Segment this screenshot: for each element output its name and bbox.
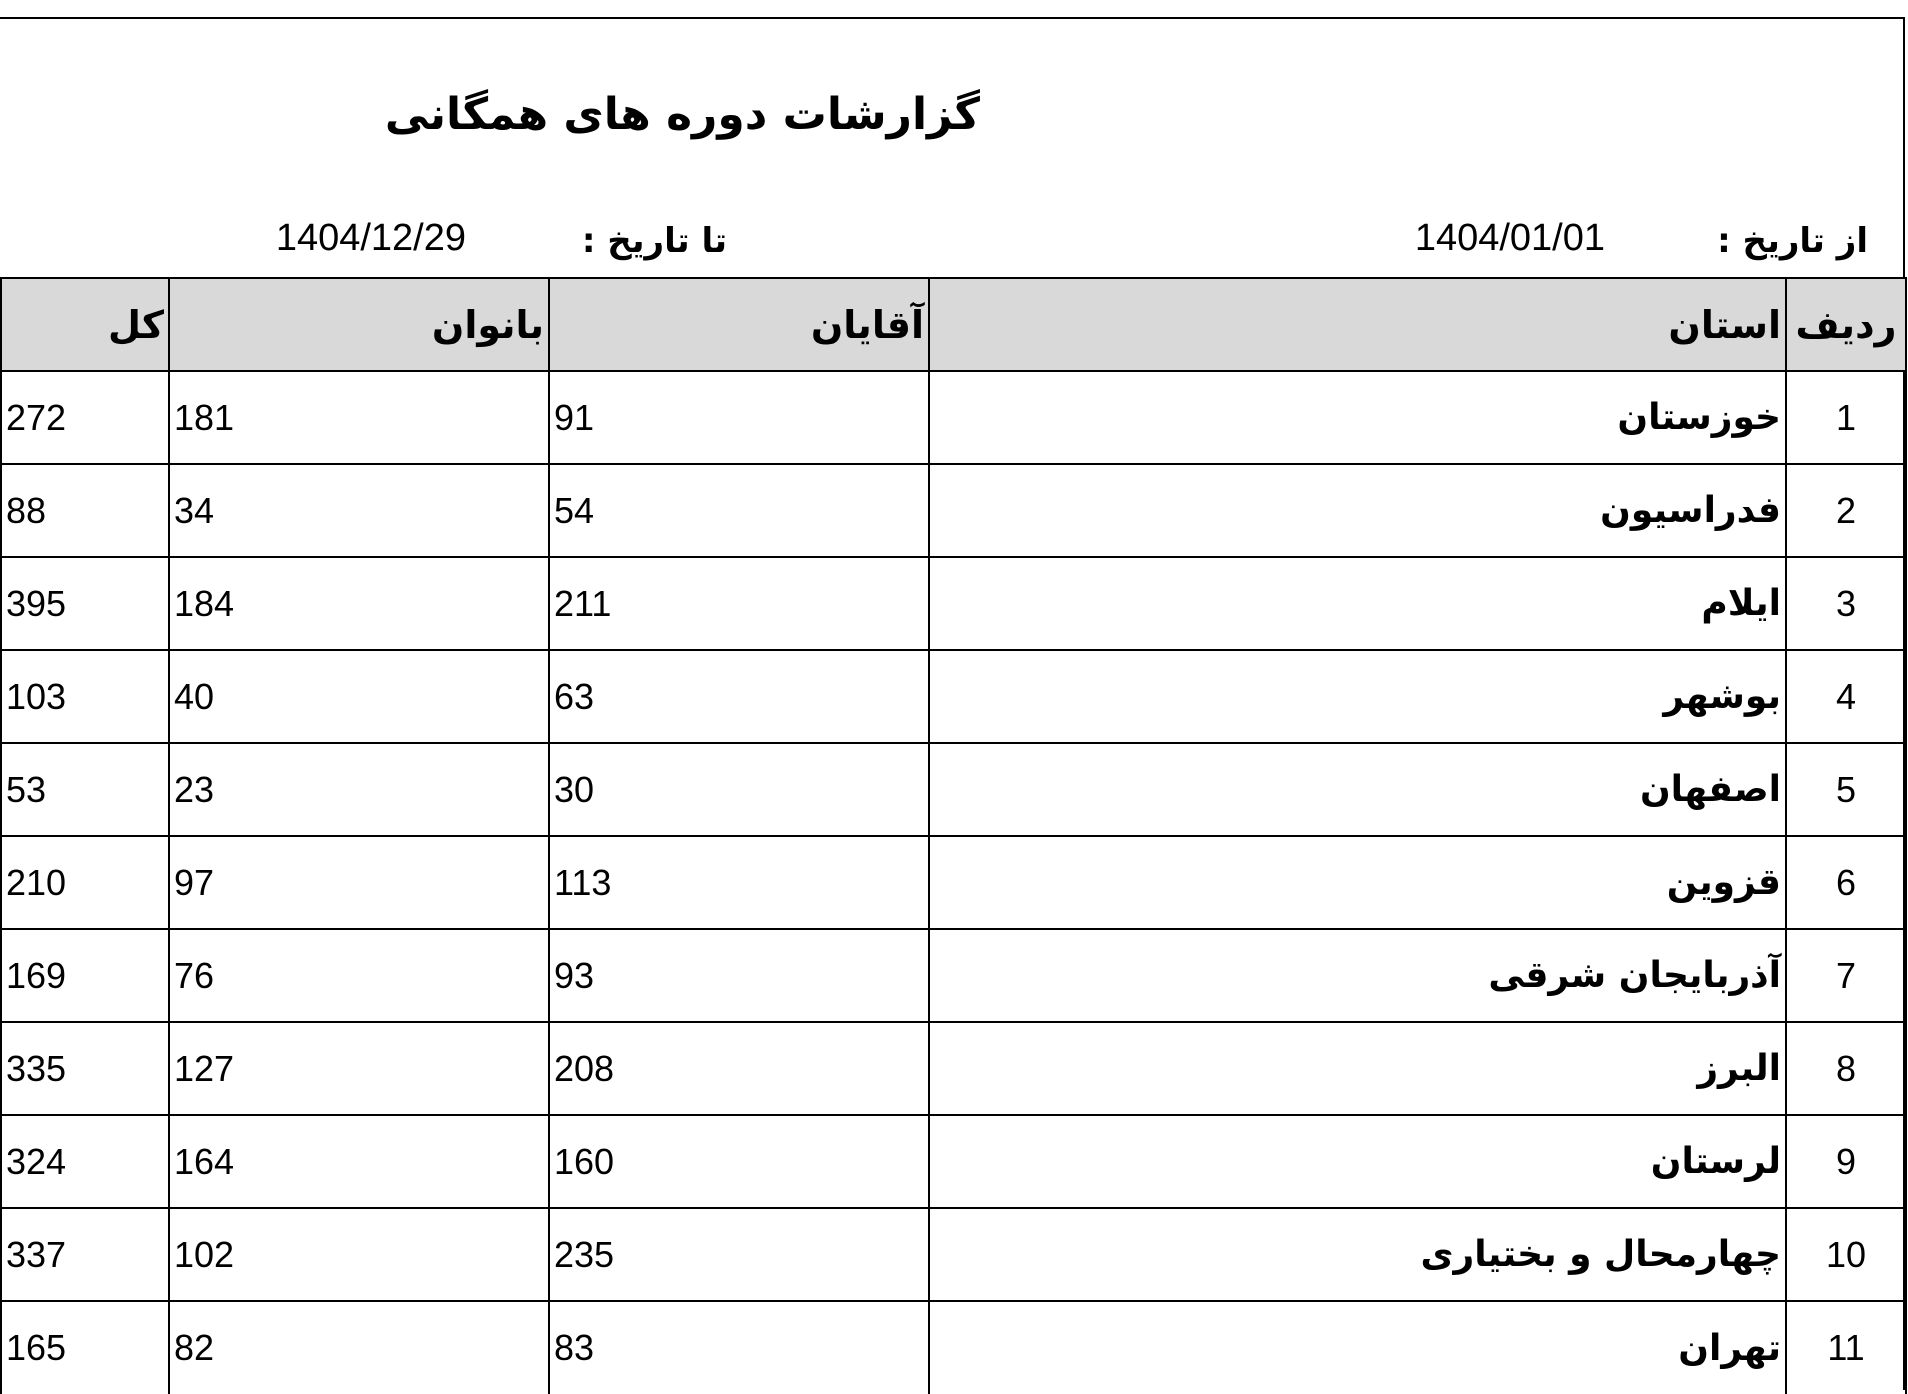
row-total: 88 [1, 464, 169, 557]
from-date-value: 1404/01/01 [1414, 217, 1605, 259]
row-women: 97 [169, 836, 549, 929]
row-province: خوزستان [929, 371, 1786, 464]
row-total: 169 [1, 929, 169, 1022]
row-men: 235 [549, 1208, 929, 1301]
table-row [1, 1301, 1906, 1394]
table-row [1, 464, 1906, 557]
row-province: ایلام [929, 557, 1786, 650]
row-women: 40 [169, 650, 549, 743]
to-date-label: تا تاریخ : [581, 221, 727, 261]
row-men: 160 [549, 1115, 929, 1208]
row-province: اصفهان [929, 743, 1786, 836]
row-men: 211 [549, 557, 929, 650]
row-women: 184 [169, 557, 549, 650]
row-men: 30 [549, 743, 929, 836]
from-date-label: از تاریخ : [1717, 221, 1868, 261]
row-index: 11 [1786, 1301, 1906, 1394]
row-index: 1 [1786, 371, 1906, 464]
row-index: 9 [1786, 1115, 1906, 1208]
row-province: فدراسیون [929, 464, 1786, 557]
row-women: 164 [169, 1115, 549, 1208]
row-men: 113 [549, 836, 929, 929]
row-index: 2 [1786, 464, 1906, 557]
row-province: بوشهر [929, 650, 1786, 743]
row-total: 103 [1, 650, 169, 743]
row-women: 82 [169, 1301, 549, 1394]
row-women: 181 [169, 371, 549, 464]
row-index: 10 [1786, 1208, 1906, 1301]
row-index: 5 [1786, 743, 1906, 836]
table-row [1, 557, 1906, 650]
report-title: گزارشات دوره های همگانی [384, 89, 980, 140]
row-province: چهارمحال و بختیاری [929, 1208, 1786, 1301]
table-header-row [1, 278, 1906, 371]
row-total: 53 [1, 743, 169, 836]
row-men: 208 [549, 1022, 929, 1115]
table-row [1, 1022, 1906, 1115]
table-row [1, 1208, 1906, 1301]
row-women: 127 [169, 1022, 549, 1115]
row-total: 272 [1, 371, 169, 464]
row-total: 210 [1, 836, 169, 929]
header-total: کل [1, 278, 169, 371]
row-index: 8 [1786, 1022, 1906, 1115]
row-province: تهران [929, 1301, 1786, 1394]
row-index: 6 [1786, 836, 1906, 929]
row-total: 335 [1, 1022, 169, 1115]
row-province: لرستان [929, 1115, 1786, 1208]
row-men: 91 [549, 371, 929, 464]
header-province: استان [929, 278, 1786, 371]
row-total: 395 [1, 557, 169, 650]
row-province: آذربایجان شرقی [929, 929, 1786, 1022]
row-women: 102 [169, 1208, 549, 1301]
row-men: 63 [549, 650, 929, 743]
table-row [1, 929, 1906, 1022]
row-province: قزوین [929, 836, 1786, 929]
row-index: 3 [1786, 557, 1906, 650]
header-men: آقایان [549, 278, 929, 371]
header-index: ردیف [1786, 278, 1906, 371]
row-men: 93 [549, 929, 929, 1022]
row-total: 165 [1, 1301, 169, 1394]
header-women: بانوان [169, 278, 549, 371]
table-row [1, 1115, 1906, 1208]
row-index: 4 [1786, 650, 1906, 743]
row-index: 7 [1786, 929, 1906, 1022]
row-men: 54 [549, 464, 929, 557]
report-table [0, 277, 1907, 1394]
row-total: 337 [1, 1208, 169, 1301]
row-province: البرز [929, 1022, 1786, 1115]
row-total: 324 [1, 1115, 169, 1208]
table-row [1, 836, 1906, 929]
table-row [1, 371, 1906, 464]
row-women: 34 [169, 464, 549, 557]
table-row [1, 743, 1906, 836]
row-men: 83 [549, 1301, 929, 1394]
row-women: 23 [169, 743, 549, 836]
row-women: 76 [169, 929, 549, 1022]
table-row [1, 650, 1906, 743]
to-date-value: 1404/12/29 [275, 217, 466, 259]
